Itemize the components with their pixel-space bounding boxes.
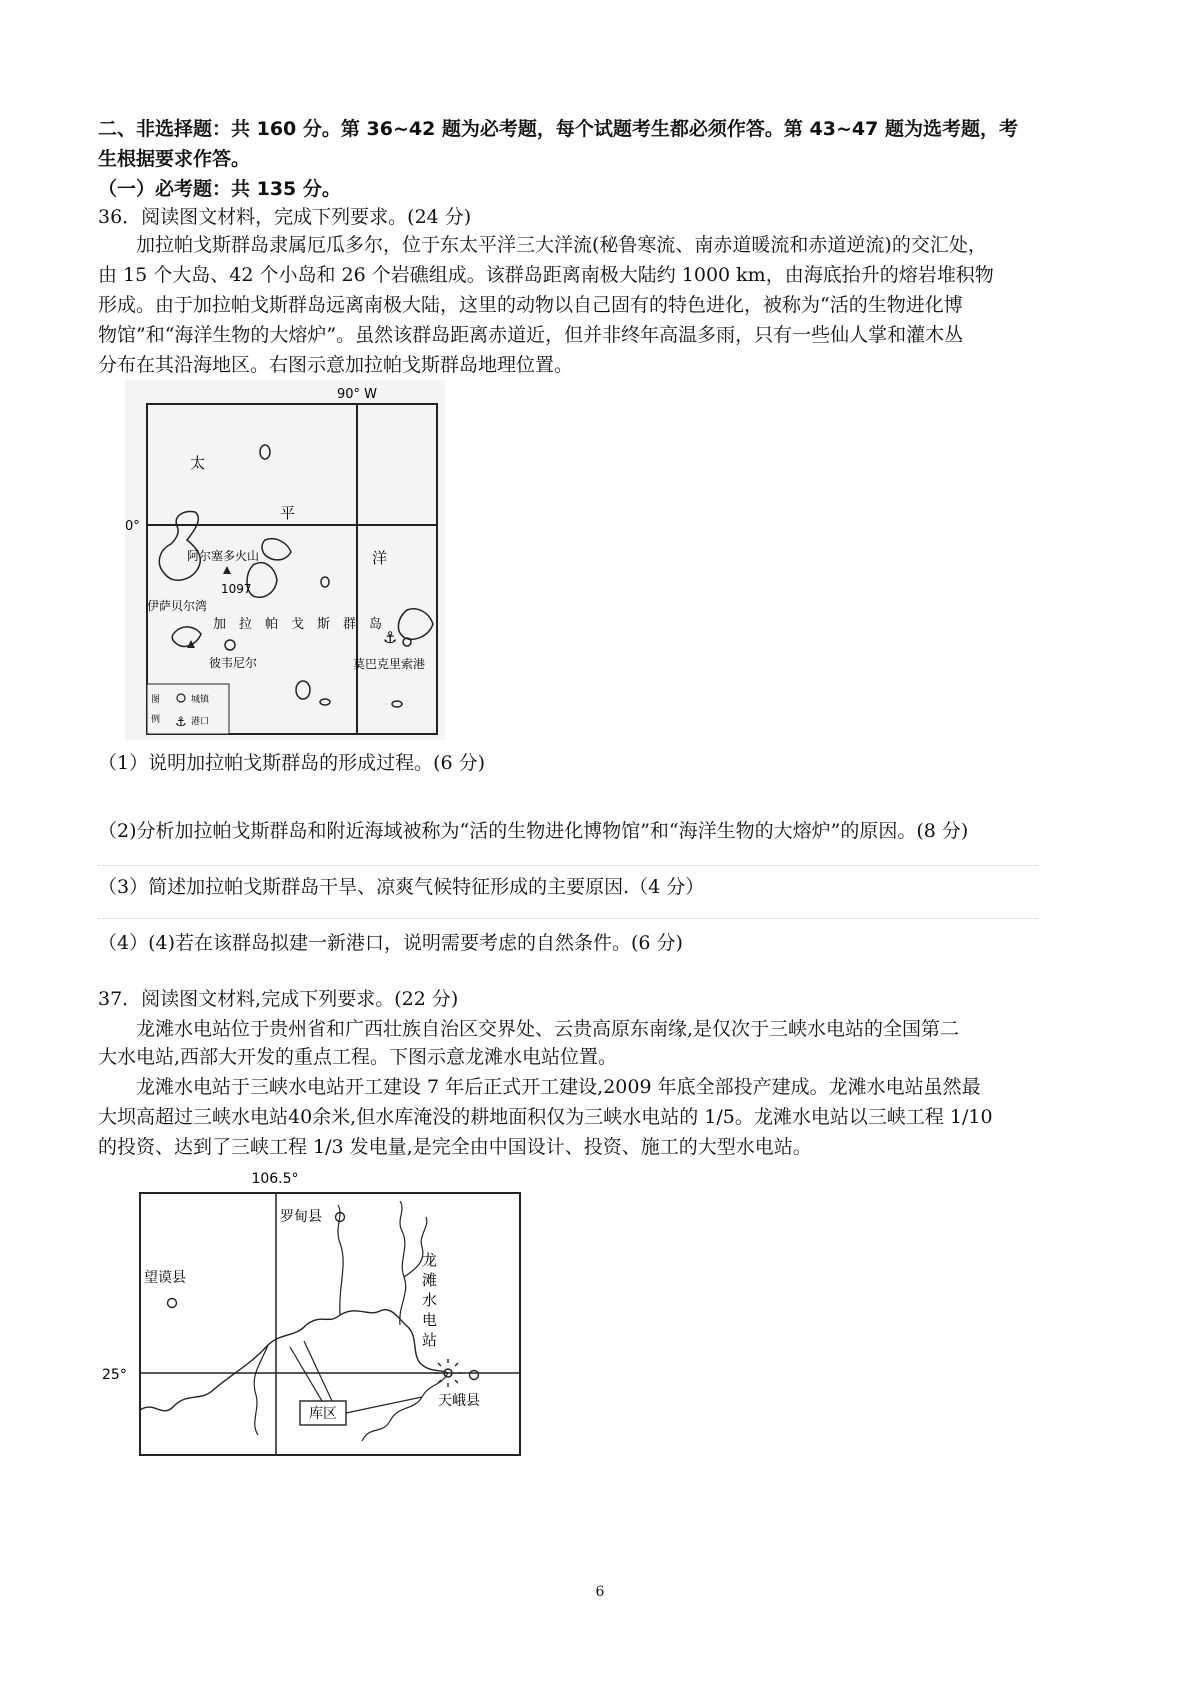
svg-text:龙: 龙 <box>422 1251 438 1269</box>
svg-text:帕: 帕 <box>265 617 279 632</box>
elevation-label: 1097 <box>221 582 252 596</box>
section-heading-line2: 生根据要求作答。 <box>98 148 251 170</box>
answer-line <box>98 865 1038 866</box>
q36-para-line: 分布在其沿海地区。右图示意加拉帕戈斯群岛地理位置。 <box>98 354 574 376</box>
volcano-label: 阿尔塞多火山 <box>187 549 260 563</box>
wangmo-icon <box>168 1299 177 1308</box>
svg-text:群: 群 <box>343 617 357 632</box>
map-lat-label: 0° <box>125 519 140 534</box>
legend-town-label: 城镇 <box>191 695 210 705</box>
river-main <box>140 1310 448 1411</box>
q36-para-line: 形成。由于加拉帕戈斯群岛远离南极大陆，这里的动物以自己固有的特色进化，被称为“活的生物进化博 <box>98 294 963 316</box>
page-number: 6 <box>595 1584 605 1600</box>
svg-text:滩: 滩 <box>422 1271 438 1289</box>
svg-text:站: 站 <box>422 1331 438 1349</box>
longtan-map <box>100 1165 530 1465</box>
tiane-icon <box>470 1371 479 1380</box>
section-heading-line1: 二、非选择题：共 160 分。第 36~42 题为必考题，每个试题考生都必须作答。第 43~47 题为选考题，考 <box>98 118 1018 140</box>
q37-title: 37．阅读图文材料,完成下列要求。(22 分) <box>98 988 459 1010</box>
map-lon-label: 106.5° <box>251 1171 299 1187</box>
svg-text:岛: 岛 <box>369 617 383 632</box>
q36-para-line: 由 15 个大岛、42 个小岛和 26 个岩礁组成。该群岛距离南极大陆约 1000 km，由海底抬升的熔岩堆积物 <box>98 264 994 286</box>
q37-para2-line: 的投资、达到了三峡工程 1/3 发电量,是完全由中国设计、投资、施工的大型水电站。 <box>98 1136 812 1158</box>
answer-line <box>98 918 1038 919</box>
svg-text:戈: 戈 <box>291 617 305 632</box>
luodian-label: 罗甸县 <box>280 1209 322 1225</box>
port-icon: ⚓ <box>383 628 398 647</box>
tiane-label: 天峨县 <box>438 1393 480 1409</box>
legend-title-2: 例 <box>151 715 161 725</box>
bay-label: 伊萨贝尔湾 <box>147 599 208 613</box>
q37-para2-line: 大坝高超过三峡水电站40余米,但水库淹没的耕地面积仅为三峡水电站的 1/5。龙滩水电站以三峡工程 1/10 <box>98 1106 993 1128</box>
legend-port-icon: ⚓ <box>175 715 187 730</box>
q36-title: 36．阅读图文材料，完成下列要求。(24 分) <box>98 206 472 228</box>
reservoir-label: 库区 <box>309 1406 337 1422</box>
map-lon-label: 90° W <box>336 387 378 402</box>
station-label <box>422 1251 437 1349</box>
sub-heading: （一）必考题：共 135 分。 <box>98 178 341 200</box>
q37-para1-line: 龙滩水电站位于贵州省和广西壮族自治区交界处、云贵高原东南缘,是仅次于三峡水电站的全国第二 <box>136 1018 960 1040</box>
svg-text:加: 加 <box>213 617 227 632</box>
svg-text:斯: 斯 <box>317 617 331 632</box>
q36-sub-4: （4）(4)若在该群岛拟建一新港口，说明需要考虑的自然条件。(6 分) <box>98 932 683 954</box>
map-legend <box>147 684 229 734</box>
river-southwest <box>254 1345 268 1435</box>
ocean-label-yang: 洋 <box>372 549 388 567</box>
svg-text:电: 电 <box>422 1311 438 1329</box>
town-label: 彼韦尼尔 <box>209 656 258 670</box>
ocean-label-tai: 太 <box>190 454 206 472</box>
legend-port-label: 港口 <box>191 717 210 727</box>
q37-para2-line: 龙滩水电站于三峡水电站开工建设 7 年后正式开工建设,2009 年底全部投产建成。龙滩水电站虽然最 <box>136 1076 981 1098</box>
map-lat-label: 25° <box>102 1367 127 1383</box>
q37-para1-line: 大水电站,西部大开发的重点工程。下图示意龙滩水电站位置。 <box>98 1046 618 1068</box>
svg-text:拉: 拉 <box>239 617 253 632</box>
legend-title-1: 图 <box>151 695 161 705</box>
galapagos-map <box>125 380 445 740</box>
q36-sub-2: （2)分析加拉帕戈斯群岛和附近海域被称为“活的生物进化博物馆”和“海洋生物的大熔炉”的原因。(8 分) <box>98 820 969 842</box>
q36-sub-1: （1）说明加拉帕戈斯群岛的形成过程。(6 分) <box>98 752 486 774</box>
river-branch-north <box>400 1201 406 1325</box>
q36-sub-3: （3）简述加拉帕戈斯群岛干旱、凉爽气候特征形成的主要原因.（4 分） <box>98 876 705 898</box>
q36-para-line: 加拉帕戈斯群岛隶属厄瓜多尔，位于东太平洋三大洋流(秘鲁寒流、南赤道暖流和赤道逆流)的交汇处， <box>136 234 987 256</box>
wangmo-label: 望谟县 <box>144 1270 186 1286</box>
svg-text:水: 水 <box>422 1291 438 1309</box>
q36-para-line: 物馆”和“海洋生物的大熔炉”。虽然该群岛距离赤道近，但并非终年高温多雨，只有一些仙人掌和灌木丛 <box>98 324 964 346</box>
ocean-label-ping: 平 <box>280 504 296 522</box>
port-label: 莫巴克里索港 <box>353 657 426 671</box>
